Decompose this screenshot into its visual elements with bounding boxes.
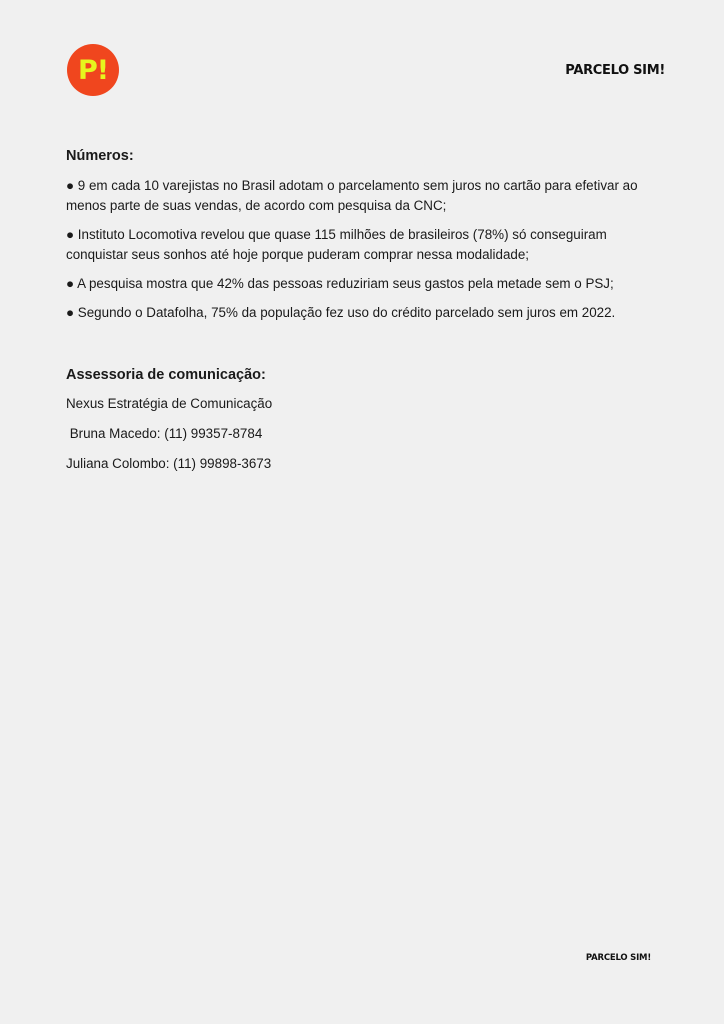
header-brand: PARCELO SIM! bbox=[565, 63, 665, 78]
assessoria-heading: Assessoria de comunicação: bbox=[66, 367, 266, 383]
agency-name: Nexus Estratégia de Comunicação bbox=[66, 396, 273, 411]
contact-bruna: Bruna Macedo: (11) 99357-8784 bbox=[66, 426, 263, 441]
bullet-item: ● Segundo o Datafolha, 75% da população fez uso do crédito parcelado sem juros em 2022. bbox=[66, 305, 616, 320]
document-body bbox=[66, 146, 656, 484]
bullet-item: ● A pesquisa mostra que 42% das pessoas reduziriam seus gastos pela metade sem o PSJ; bbox=[66, 276, 614, 291]
bullet-item: ● 9 em cada 10 varejistas no Brasil adotam o parcelamento sem juros no cartão para efetivar ao menos parte de suas vendas, de acordo com pesquisa da CNC; bbox=[66, 178, 638, 213]
contact-juliana: Juliana Colombo: (11) 99898-3673 bbox=[66, 456, 272, 471]
parcelo-sim-logo bbox=[67, 44, 119, 96]
numeros-heading: Números: bbox=[66, 148, 134, 164]
logo-text: P! bbox=[77, 54, 109, 86]
footer-brand: PARCELO SIM! bbox=[585, 953, 651, 963]
bullet-item: ● Instituto Locomotiva revelou que quase 115 milhões de brasileiros (78%) só conseguiram conquistar seus sonhos até hoje porque puderam comprar nessa modalidade; bbox=[66, 227, 607, 262]
